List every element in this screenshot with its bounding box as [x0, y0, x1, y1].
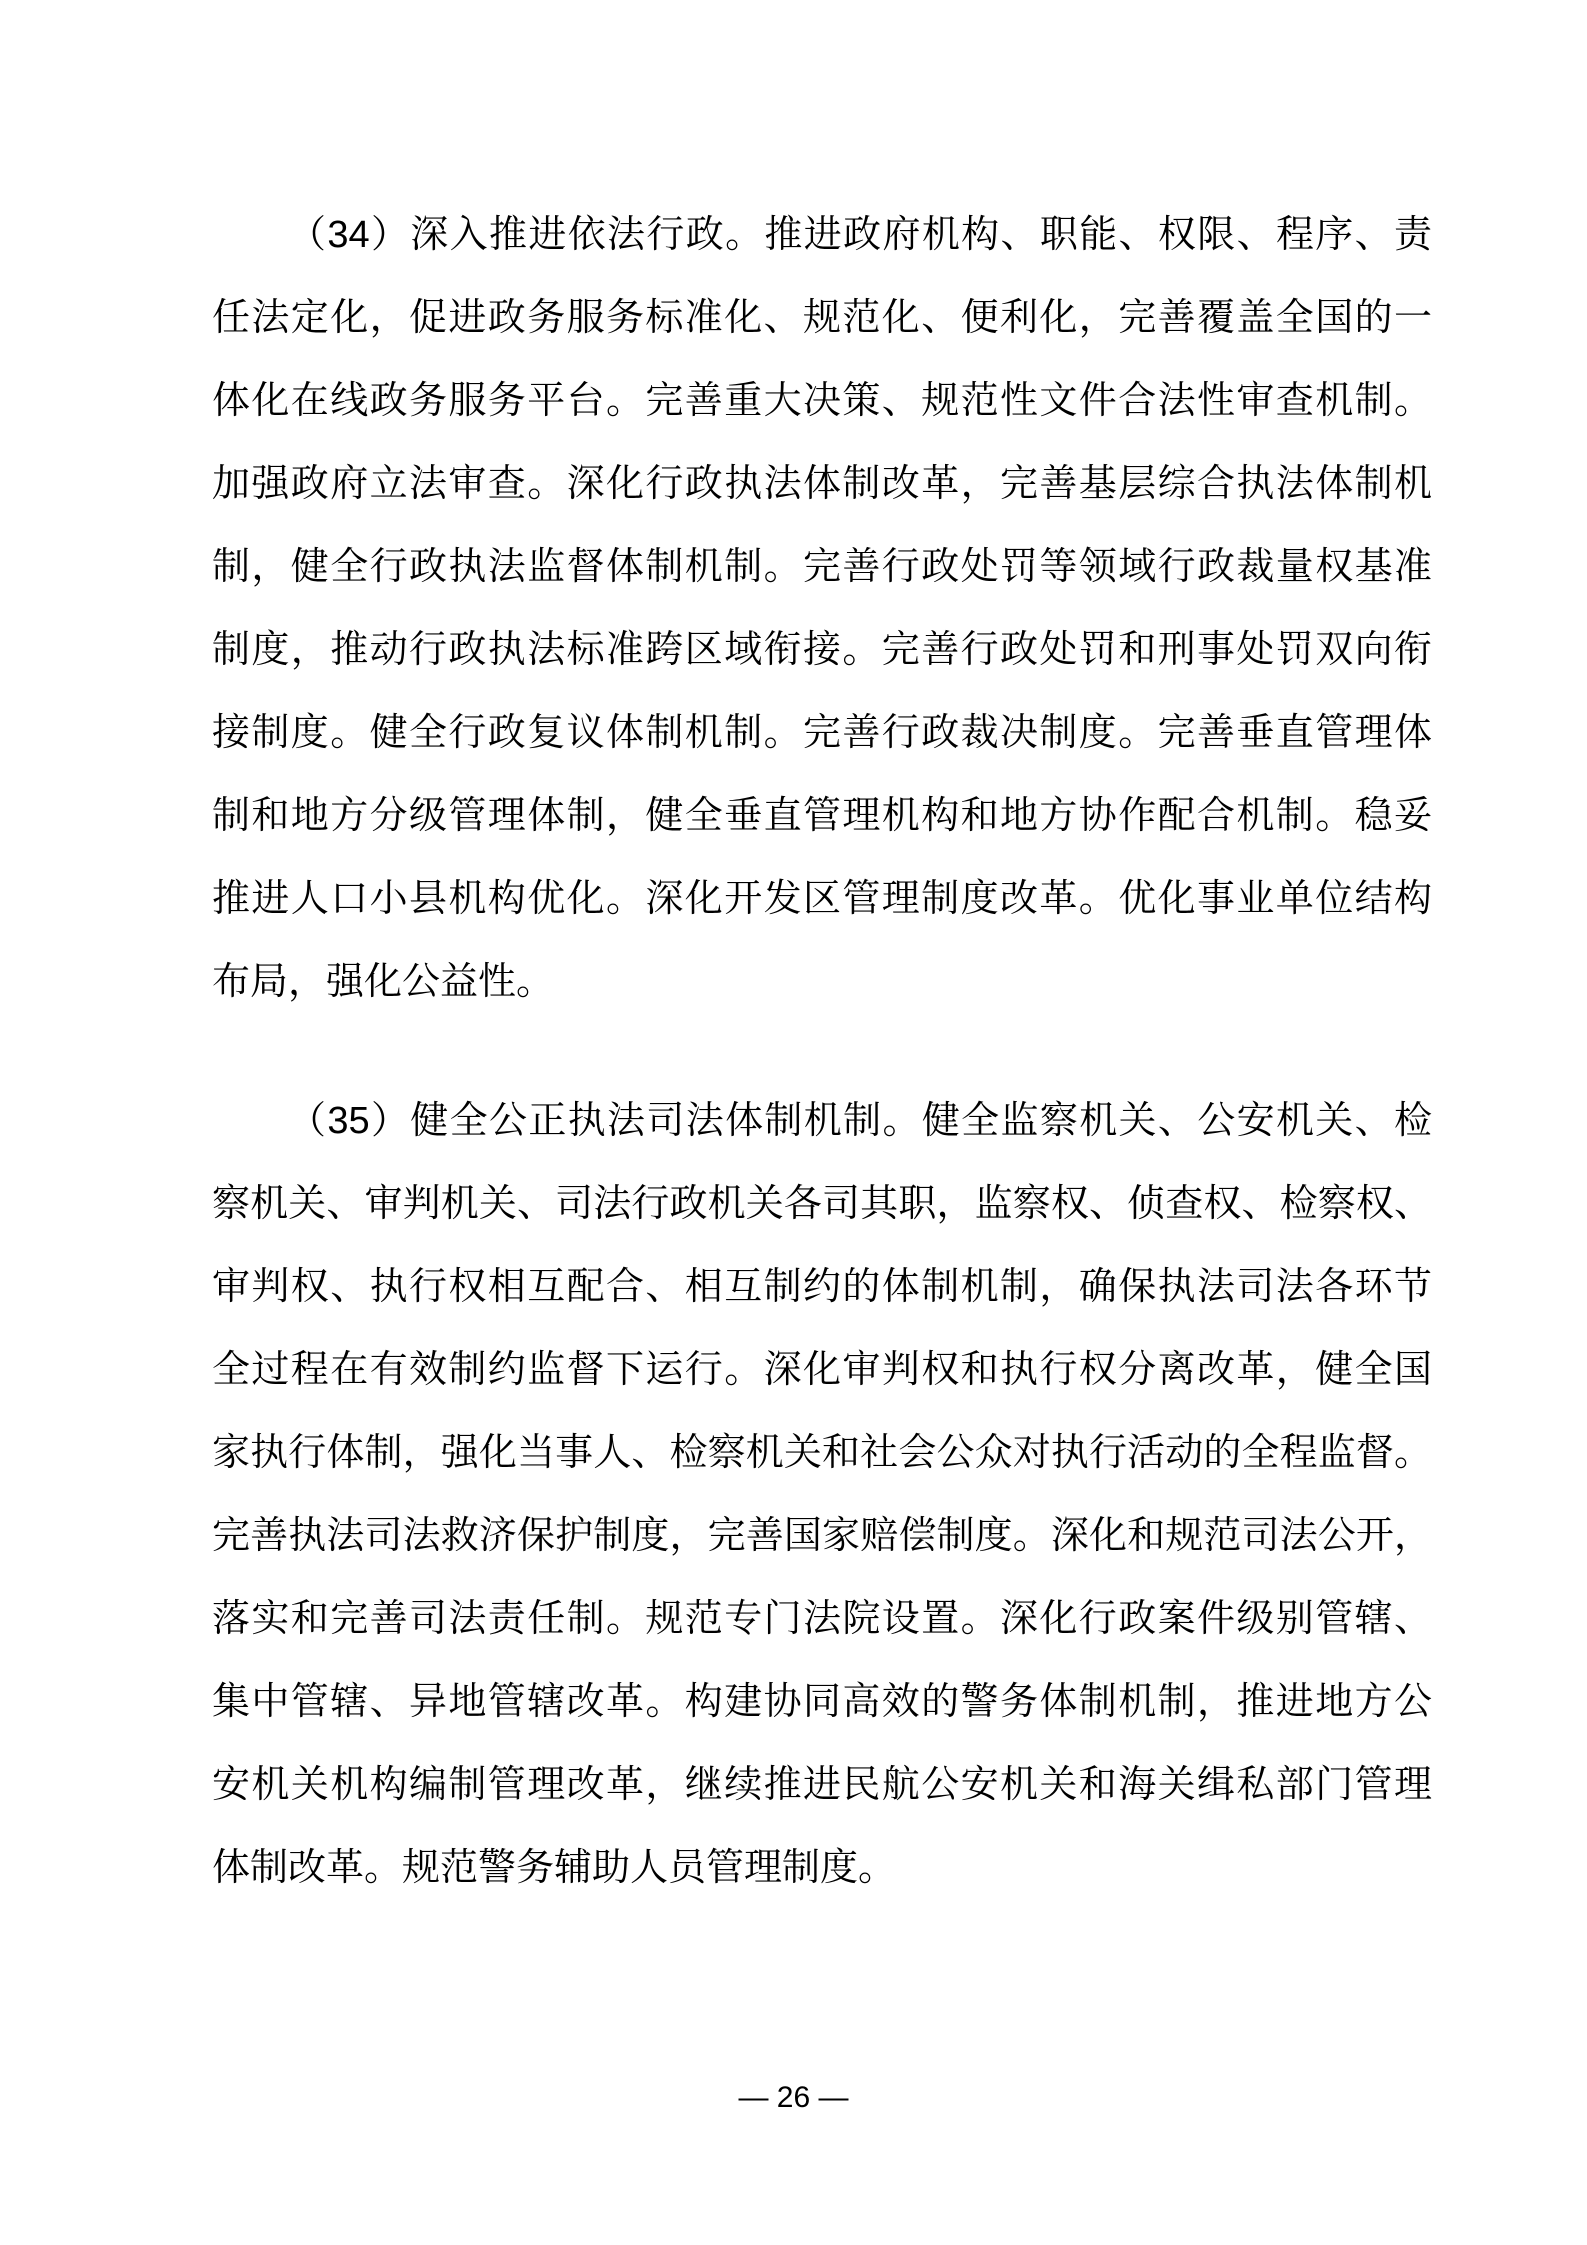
text-line: （34）深入推进依法行政。推进政府机构、职能、权限、程序、责 — [288, 214, 1432, 256]
text-line: 制和地方分级管理体制，健全垂直管理机构和地方协作配合机制。稳妥 — [212, 795, 1432, 837]
text-line: 落实和完善司法责任制。规范专门法院设置。深化行政案件级别管辖、 — [212, 1598, 1432, 1640]
text-line: 集中管辖、异地管辖改革。构建协同高效的警务体制机制，推进地方公 — [212, 1681, 1432, 1723]
text-line: 体制改革。规范警务辅助人员管理制度。 — [212, 1847, 897, 1889]
paragraph-35 — [212, 1080, 1432, 1910]
text-line: 接制度。健全行政复议体制机制。完善行政裁决制度。完善垂直管理体 — [212, 712, 1432, 754]
text-line: 任法定化，促进政务服务标准化、规范化、便利化，完善覆盖全国的一 — [212, 297, 1432, 339]
text-line: 加强政府立法审查。深化行政执法体制改革，完善基层综合执法体制机 — [212, 463, 1432, 505]
text-line: 安机关机构编制管理改革，继续推进民航公安机关和海关缉私部门管理 — [212, 1764, 1432, 1806]
text-line: 完善执法司法救济保护制度，完善国家赔偿制度。深化和规范司法公开， — [212, 1515, 1432, 1557]
text-line: （35）健全公正执法司法体制机制。健全监察机关、公安机关、检 — [288, 1100, 1432, 1142]
paragraph-34 — [212, 194, 1432, 1024]
text-line: 全过程在有效制约监督下运行。深化审判权和执行权分离改革，健全国 — [212, 1349, 1432, 1391]
text-line: 布局，强化公益性。 — [212, 961, 555, 1003]
document-body — [212, 194, 1432, 1910]
text-line: 家执行体制，强化当事人、检察机关和社会公众对执行活动的全程监督。 — [212, 1432, 1432, 1474]
text-line: 审判权、执行权相互配合、相互制约的体制机制，确保执法司法各环节 — [212, 1266, 1432, 1308]
page-number: — 26 — — [738, 2081, 849, 2114]
text-line: 制，健全行政执法监督体制机制。完善行政处罚等领域行政裁量权基准 — [212, 546, 1432, 588]
text-line: 体化在线政务服务平台。完善重大决策、规范性文件合法性审查机制。 — [212, 380, 1432, 422]
text-line: 制度，推动行政执法标准跨区域衔接。完善行政处罚和刑事处罚双向衔 — [212, 629, 1432, 671]
text-line: 察机关、审判机关、司法行政机关各司其职，监察权、侦查权、检察权、 — [212, 1183, 1432, 1225]
text-line: 推进人口小县机构优化。深化开发区管理制度改革。优化事业单位结构 — [212, 878, 1432, 920]
